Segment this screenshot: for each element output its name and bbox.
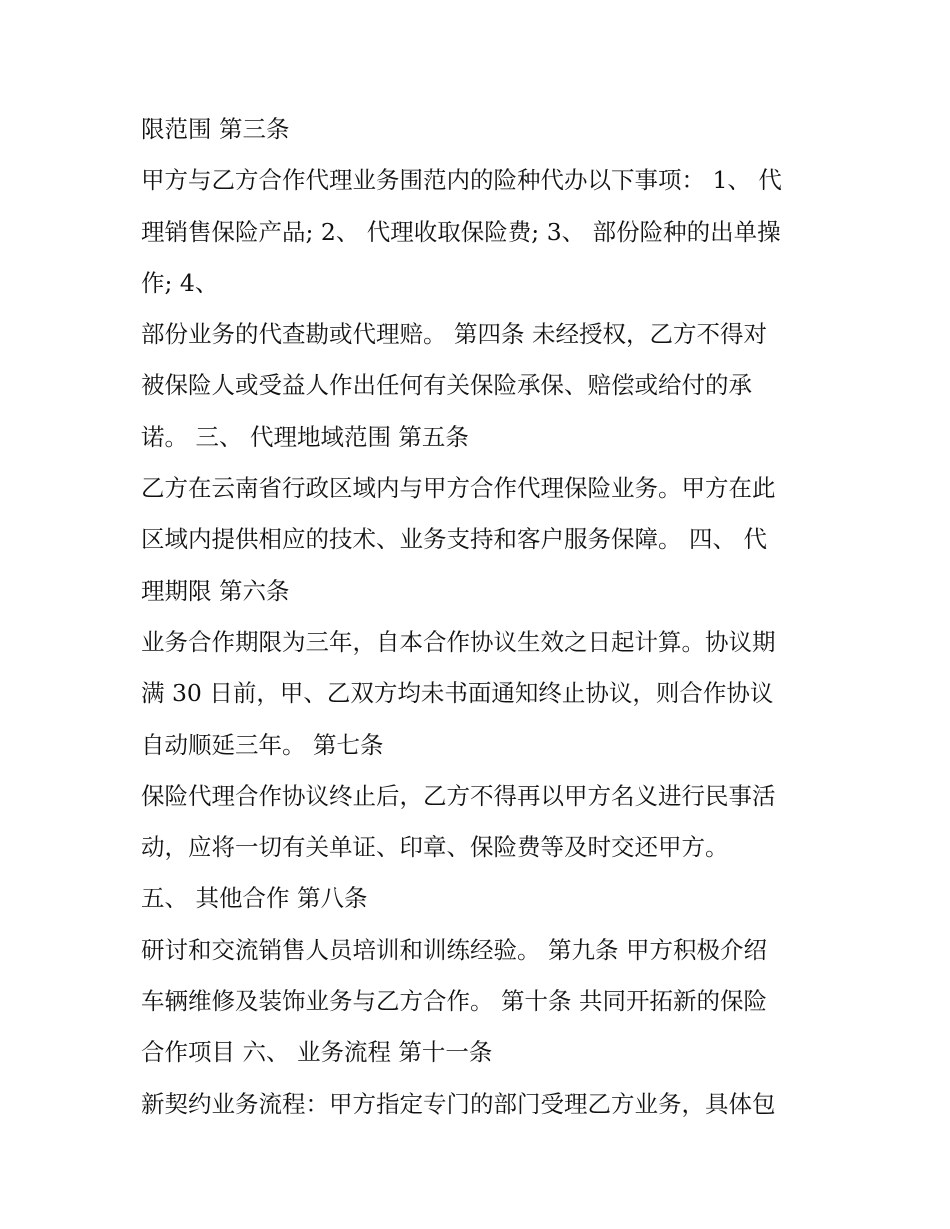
document-body bbox=[141, 107, 821, 1133]
text-line: 满 30 日前，甲、乙双方均未书面通知终止协议，则合作协议 bbox=[141, 679, 774, 708]
text-line: 作; 4、 bbox=[141, 268, 219, 297]
text-line: 部份业务的代查勘或代理赔。 第四条 未经授权，乙方不得对 bbox=[141, 320, 767, 349]
text-line: 被保险人或受益人作出任何有关保险承保、赔偿或给付的承 bbox=[141, 371, 752, 400]
text-line: 五、 其他合作 第八条 bbox=[141, 884, 368, 913]
text-line: 甲方与乙方合作代理业务围范内的险种代办以下事项： 1、 代 bbox=[141, 166, 782, 195]
text-line: 合作项目 六、 业务流程 第十一条 bbox=[141, 1038, 493, 1067]
text-line: 自动顺延三年。 第七条 bbox=[141, 730, 384, 759]
text-line: 乙方在云南省行政区域内与甲方合作代理保险业务。甲方在此 bbox=[141, 474, 776, 503]
text-line: 新契约业务流程：甲方指定专门的部门受理乙方业务，具体包 bbox=[141, 1089, 776, 1118]
text-line: 诺。 三、 代理地域范围 第五条 bbox=[141, 422, 469, 451]
text-line: 车辆维修及装饰业务与乙方合作。 第十条 共同开拓新的保险 bbox=[141, 987, 767, 1016]
text-line: 理销售保险产品; 2、 代理收取保险费; 3、 部份险种的出单操 bbox=[141, 217, 781, 246]
text-line: 限范围 第三条 bbox=[141, 115, 290, 143]
text-line: 研讨和交流销售人员培训和训练经验。 第九条 甲方积极介绍 bbox=[141, 935, 767, 964]
text-line: 动，应将一切有关单证、印章、保险费等及时交还甲方。 bbox=[141, 833, 729, 862]
text-line: 业务合作期限为三年，自本合作协议生效之日起计算。协议期 bbox=[141, 627, 776, 656]
text-line: 区域内提供相应的技术、业务支持和客户服务保障。 四、 代 bbox=[141, 525, 767, 554]
text-line: 理期限 第六条 bbox=[141, 576, 290, 605]
text-line: 保险代理合作协议终止后，乙方不得再以甲方名义进行民事活 bbox=[141, 781, 776, 810]
